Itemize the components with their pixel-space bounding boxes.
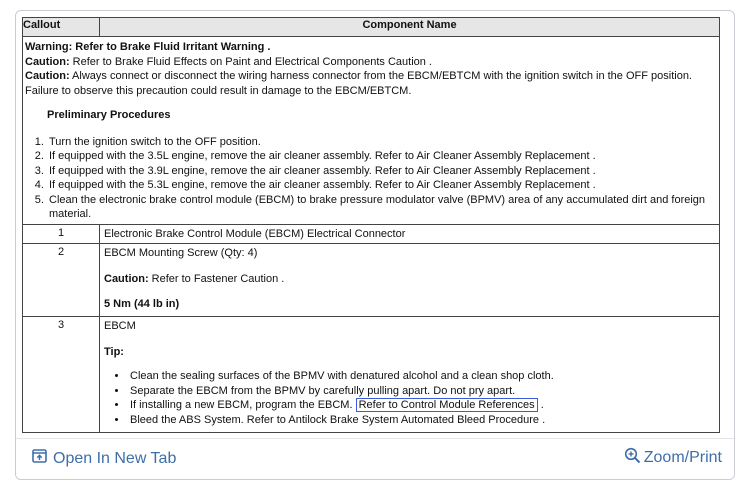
tip-text: If installing a new EBCM, program the EBCM. <box>130 399 356 411</box>
caution-note-1 <box>25 55 716 70</box>
preliminary-steps <box>25 135 716 222</box>
step-item: 1. Turn the ignition switch to the OFF position. <box>47 135 716 150</box>
component-cell <box>100 317 720 433</box>
callout-number: 1 <box>23 224 100 244</box>
open-in-new-tab-label: Open In New Tab <box>53 449 177 467</box>
tip-item: • Separate the EBCM from the BPMV by carefully pulling apart. Do not pry apart. <box>128 384 715 399</box>
tip-text: . <box>537 399 544 411</box>
notes-row <box>23 37 720 225</box>
tip-item <box>128 398 715 413</box>
tip-item: • Bleed the ABS System. Refer to Antilock Brake System Automated Bleed Procedure . <box>128 413 715 428</box>
table-row <box>23 244 720 317</box>
component-cell <box>100 244 720 317</box>
caution-note-2 <box>25 69 716 98</box>
zoom-print-label: Zoom/Print <box>643 449 722 466</box>
caution-text: Always connect or disconnect the wiring harness connector from the EBCM/EBTCM with the ignition switch in the OFF position. Failure to observe this precaution could result in damage to the EBCM/EBTCM. <box>25 70 692 97</box>
preliminary-title: Preliminary Procedures <box>47 109 171 121</box>
column-header-component: Component Name <box>100 18 720 37</box>
warning-label: Warning: <box>25 41 73 53</box>
step-item: 5. Clean the electronic brake control module (EBCM) to brake pressure modulator valve (BPMV) area of any accumulated dirt and foreign material. <box>47 193 716 222</box>
caution-text: Refer to Brake Fluid Effects on Paint and Electrical Components Caution . <box>69 55 432 68</box>
torque-spec: 5 Nm (44 lb in) <box>104 298 180 310</box>
warning-text: Refer to Brake Fluid Irritant Warning . <box>72 41 271 53</box>
procedure-table <box>22 17 720 433</box>
table-header-row <box>23 18 720 37</box>
callout-number: 2 <box>23 244 100 317</box>
callout-number: 3 <box>23 317 100 433</box>
caution-label: Caution: <box>104 272 149 285</box>
notes-cell <box>23 37 720 225</box>
tip-label: Tip: <box>104 345 124 358</box>
tip-list <box>104 369 715 427</box>
step-item: 4. If equipped with the 5.3L engine, remove the air cleaner assembly. Refer to Air Cleaner Assembly Replacement . <box>47 178 716 193</box>
caution-note <box>104 272 715 287</box>
control-module-references-link[interactable]: Refer to Control Module References <box>356 398 538 412</box>
caution-label: Caution: <box>25 70 70 82</box>
open-new-tab-icon <box>32 449 47 468</box>
open-in-new-tab-button[interactable] <box>32 449 176 468</box>
caution-text: Refer to Fastener Caution . <box>148 272 285 285</box>
footer-bar <box>16 438 734 479</box>
step-item: 3. If equipped with the 3.9L engine, remove the air cleaner assembly. Refer to Air Cleaner Assembly Replacement . <box>47 164 716 179</box>
warning-note <box>25 40 716 55</box>
caution-label: Caution: <box>25 55 70 68</box>
table-row <box>23 317 720 433</box>
procedure-frame <box>15 10 735 480</box>
tip-item: • Clean the sealing surfaces of the BPMV with denatured alcohol and a clean shop cloth. <box>128 369 715 384</box>
component-name: EBCM <box>104 320 136 332</box>
column-header-callout: Callout <box>23 18 100 37</box>
zoom-in-icon <box>624 447 641 469</box>
table-row <box>23 224 720 244</box>
step-item: 2. If equipped with the 3.5L engine, remove the air cleaner assembly. Refer to Air Cleaner Assembly Replacement . <box>47 149 716 164</box>
zoom-print-button[interactable] <box>624 447 722 469</box>
component-name: EBCM Mounting Screw (Qty: 4) <box>104 247 258 259</box>
procedure-content[interactable] <box>22 17 724 441</box>
component-name: Electronic Brake Control Module (EBCM) Electrical Connector <box>100 224 720 244</box>
